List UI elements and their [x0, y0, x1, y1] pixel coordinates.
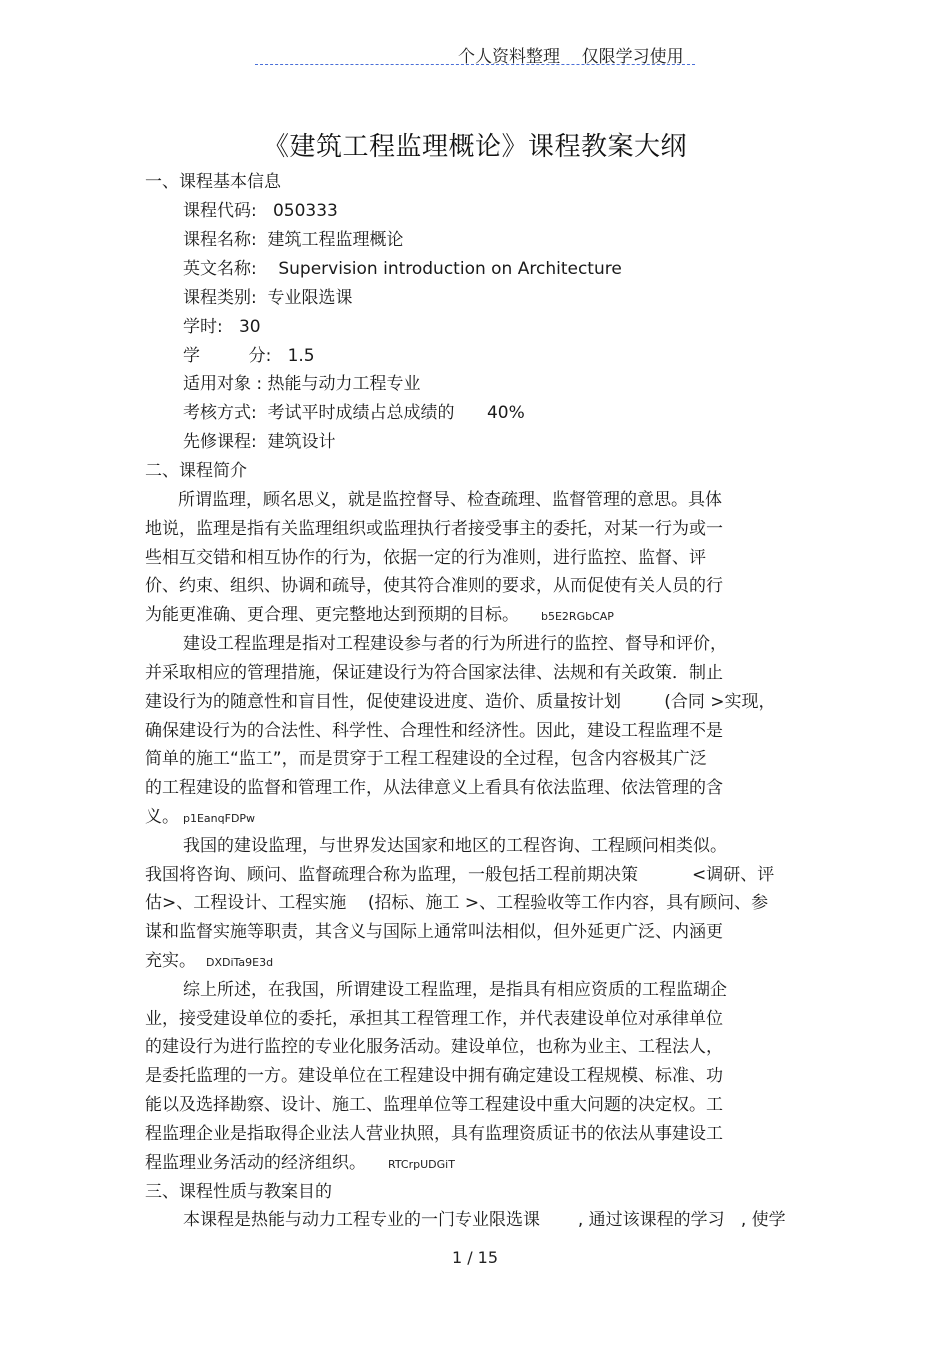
paragraph-text: 义。 [145, 807, 179, 827]
paragraph-line: 谋和监督实施等职责，其含义与国际上通常叫法相似，但外延更广泛、内涵更 [145, 922, 723, 942]
paragraph-line: 简单的施工“监工”，而是贯穿于工程工程建设的全过程，包含内容极其广泛 [145, 749, 707, 769]
document-title: 《建筑工程监理概论》课程教案大纲 [262, 132, 687, 162]
paragraph-line: 估>、工程设计、工程实施 (招标、施工 >、工程验收等工作内容，具有顾问、参 [145, 893, 769, 913]
doc-code: DXDiTa9E3d [206, 956, 274, 969]
doc-code: RTCrpUDGiT [388, 1158, 455, 1171]
paragraph-line [145, 1153, 455, 1175]
info-english-name: 英文名称: Supervision introduction on Architecture [183, 259, 622, 279]
info-credits: 学 分: 1.5 [183, 346, 315, 366]
paragraph-line: 的工程建设的监督和管理工作，从法律意义上看具有依法监理、依法管理的含 [145, 778, 723, 798]
info-hours: 学时: 30 [183, 317, 261, 337]
paragraph-line: 的建设行为进行监控的专业化服务活动。建设单位，也称为业主、工程法人， [145, 1037, 723, 1057]
info-course-category: 课程类别: 专业限选课 [183, 288, 353, 308]
paragraph-line: 确保建设行为的合法性、科学性、合理性和经济性。因此，建设工程监理不是 [145, 721, 723, 741]
section-heading-intro: 二、课程简介 [145, 461, 247, 481]
paragraph-line [145, 807, 255, 829]
doc-code: b5E2RGbCAP [541, 610, 614, 623]
section-heading-nature-purpose: 三、课程性质与教案目的 [145, 1182, 332, 1202]
paragraph-line: 地说，监理是指有关监理组织或监理执行者接受事主的委托，对某一行为或一 [145, 519, 723, 539]
paragraph-line: 所谓监理，顾名思义，就是监控督导、检查疏理、监督管理的意思。具体 [178, 490, 722, 510]
paragraph-line: 程监理企业是指取得企业法人营业执照，具有监理资质证书的依法从事建设工 [145, 1124, 723, 1144]
paragraph-line: 建设行为的随意性和盲目性，促使建设进度、造价、质量按计划 (合同 >实现， [145, 692, 776, 712]
info-assessment: 考核方式: 考试平时成绩占总成绩的 40% [183, 403, 525, 423]
paragraph-text: 为能更准确、更合理、更完整地达到预期的目标。 [145, 605, 519, 625]
paragraph-line: 并采取相应的管理措施，保证建设行为符合国家法律、法规和有关政策．制止 [145, 663, 723, 683]
paragraph-line: 我国的建设监理，与世界发达国家和地区的工程咨询、工程顾问相类似。 [183, 836, 727, 856]
header-dashed-rule [255, 64, 695, 65]
paragraph-line: 价、约束、组织、协调和疏导，使其符合准则的要求，从而促使有关人员的行 [145, 576, 723, 596]
paragraph-line: 能以及选择勘察、设计、施工、监理单位等工程建设中重大问题的决定权。工 [145, 1095, 723, 1115]
paragraph-line: 我国将咨询、顾问、监督疏理合称为监理，一般包括工程前期决策 <调研、评 [145, 865, 775, 885]
paragraph-text: 充实。 [145, 951, 196, 971]
paragraph-line [145, 951, 273, 973]
paragraph-line: 综上所述，在我国，所谓建设工程监理，是指具有相应资质的工程监瑚企 [183, 980, 727, 1000]
paragraph-line: 些相互交错和相互协作的行为，依据一定的行为准则，进行监控、监督、评 [145, 548, 706, 568]
header-note: 个人资料整理 仅限学习使用 [458, 47, 684, 67]
paragraph-line: 建设工程监理是指对工程建设参与者的行为所进行的监控、督导和评价， [183, 634, 727, 654]
paragraph-line: 是委托监理的一方。建设单位在工程建设中拥有确定建设工程规模、标准、功 [145, 1066, 723, 1086]
paragraph-line: 业，接受建设单位的委托，承担其工程管理工作，并代表建设单位对承律单位 [145, 1009, 723, 1029]
info-prerequisite: 先修课程: 建筑设计 [183, 432, 336, 452]
paragraph-text: 程监理业务活动的经济组织。 [145, 1153, 366, 1173]
section-heading-basic-info: 一、课程基本信息 [145, 172, 281, 192]
info-target-audience: 适用对象 : 热能与动力工程专业 [183, 374, 421, 394]
page-number: 1 / 15 [451, 1248, 499, 1267]
paragraph-line [145, 605, 614, 627]
doc-code: p1EanqFDPw [183, 812, 256, 825]
paragraph-line: 本课程是热能与动力工程专业的一门专业限选课 , 通过该课程的学习 , 使学 [183, 1210, 786, 1230]
info-course-name: 课程名称: 建筑工程监理概论 [183, 230, 404, 250]
info-course-code: 课程代码: 050333 [183, 201, 338, 221]
